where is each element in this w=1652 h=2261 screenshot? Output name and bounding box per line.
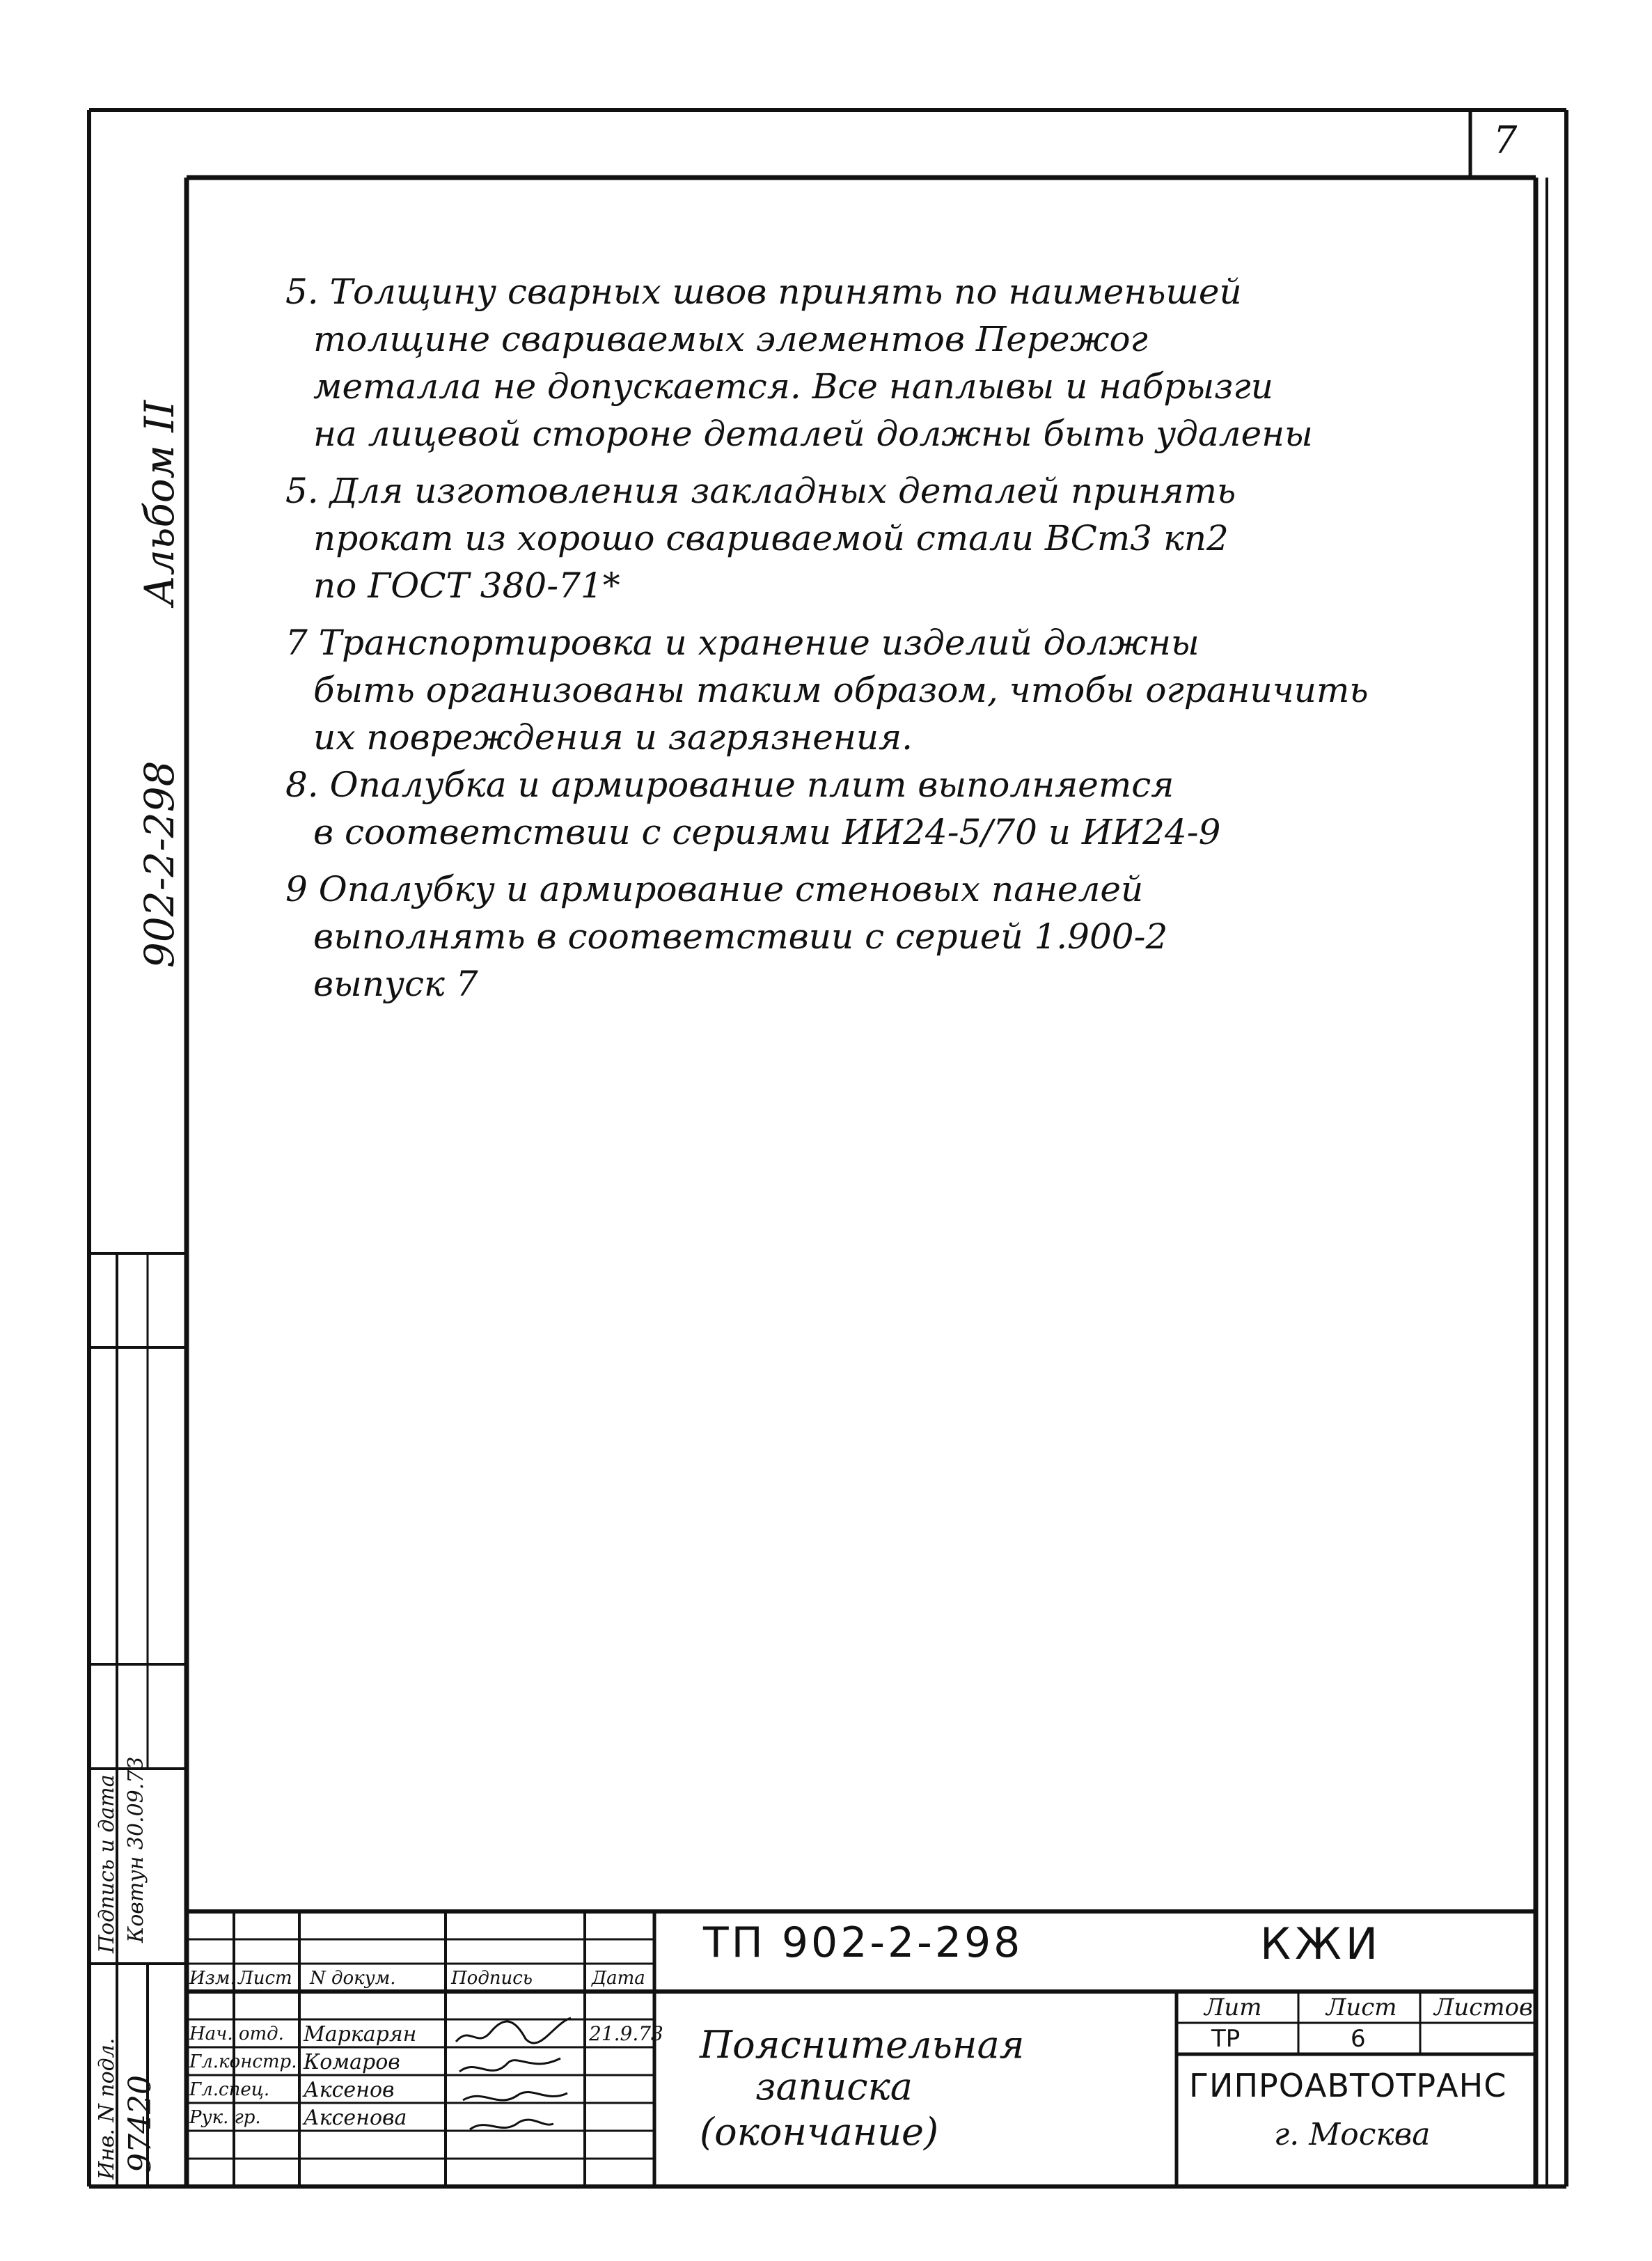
note-line: металла не допускается. Все наплывы и набрызги [313, 366, 1273, 407]
note-line: 7 Транспортировка и хранение изделий должны [285, 623, 1199, 663]
note-line: по ГОСТ 380-71* [313, 565, 620, 606]
sign-date-value: Ковтун 30.09.73 [124, 1756, 148, 1943]
name-head-dept: Маркарян [304, 2022, 417, 2047]
organization-city: г. Москва [1274, 2117, 1431, 2152]
document-mark: КЖИ [1260, 1918, 1383, 1969]
note-5 [285, 268, 1511, 457]
note-line: 9 Опалубку и армирование стеновых панелей [285, 869, 1144, 909]
note-line: прокат из хорошо свариваемой стали ВСт3 кп2 [313, 518, 1229, 558]
notes-text [285, 268, 1511, 1008]
name-chief-specialist: Аксенов [304, 2078, 395, 2102]
role-head-dept: Нач. отд. [189, 2024, 284, 2044]
note-7 [285, 619, 1511, 761]
document-code: ТП 902-2-298 [703, 1918, 1023, 1967]
sheet-value: 6 [1351, 2025, 1366, 2053]
note-line: толщине свариваемых элементов Пережог [313, 319, 1148, 359]
header-date: Дата [592, 1968, 645, 1989]
name-group-lead: Аксенова [304, 2106, 407, 2130]
note-line: 8. Опалубка и армирование плит выполняется [285, 765, 1174, 805]
doc-title-line-2: записка [755, 2065, 913, 2109]
album-label: Альбом II [136, 400, 183, 606]
stage-header: Лит [1204, 1994, 1262, 2021]
signing-date: 21.9.73 [589, 2022, 663, 2045]
note-line: на лицевой стороне деталей должны быть удалены [313, 414, 1313, 454]
note-line: в соответствии с сериями ИИ24-5/70 и ИИ24-9 [313, 812, 1221, 852]
stage-value: ТР [1211, 2025, 1241, 2053]
doc-title-line-1: Пояснительная [700, 2023, 1025, 2067]
project-side-label: 902-2-298 [136, 760, 183, 968]
role-chief-specialist: Гл.спец. [189, 2079, 270, 2100]
header-doc: N докум. [310, 1968, 396, 1989]
note-line: выполнять в соответствии с серией 1.900-2 [313, 916, 1168, 957]
inventory-header: Инв. N подл. [95, 2037, 119, 2180]
signatures [449, 2005, 588, 2145]
note-9 [285, 866, 1511, 1008]
sign-date-header: Подпись и дата [95, 1774, 119, 1953]
organization-name: ГИПРОАВТОТРАНС [1189, 2067, 1507, 2104]
sheet-header: Лист [1326, 1994, 1397, 2021]
role-chief-designer: Гл.констр. [189, 2051, 297, 2072]
page-number: 7 [1493, 118, 1518, 162]
inventory-number: 97420 [123, 2075, 158, 2173]
note-line: быть организованы таким образом, чтобы ограничить [313, 670, 1369, 710]
header-list: Лист [238, 1968, 292, 1989]
note-8 [285, 761, 1511, 856]
role-group-lead: Рук. гр. [189, 2107, 261, 2128]
header-sign: Подпись [451, 1968, 533, 1989]
header-izm: Изм. [189, 1968, 236, 1989]
note-line: их повреждения и загрязнения. [313, 717, 913, 758]
note-line: 5. Для изготовления закладных деталей принять [285, 471, 1236, 511]
sheets-header: Листов [1434, 1994, 1533, 2021]
note-line: выпуск 7 [313, 964, 478, 1004]
name-chief-designer: Комаров [304, 2050, 400, 2074]
note-6 [285, 467, 1511, 609]
doc-title-line-3: (окончание) [700, 2110, 939, 2154]
note-line: 5. Толщину сварных швов принять по наименьшей [285, 272, 1242, 312]
